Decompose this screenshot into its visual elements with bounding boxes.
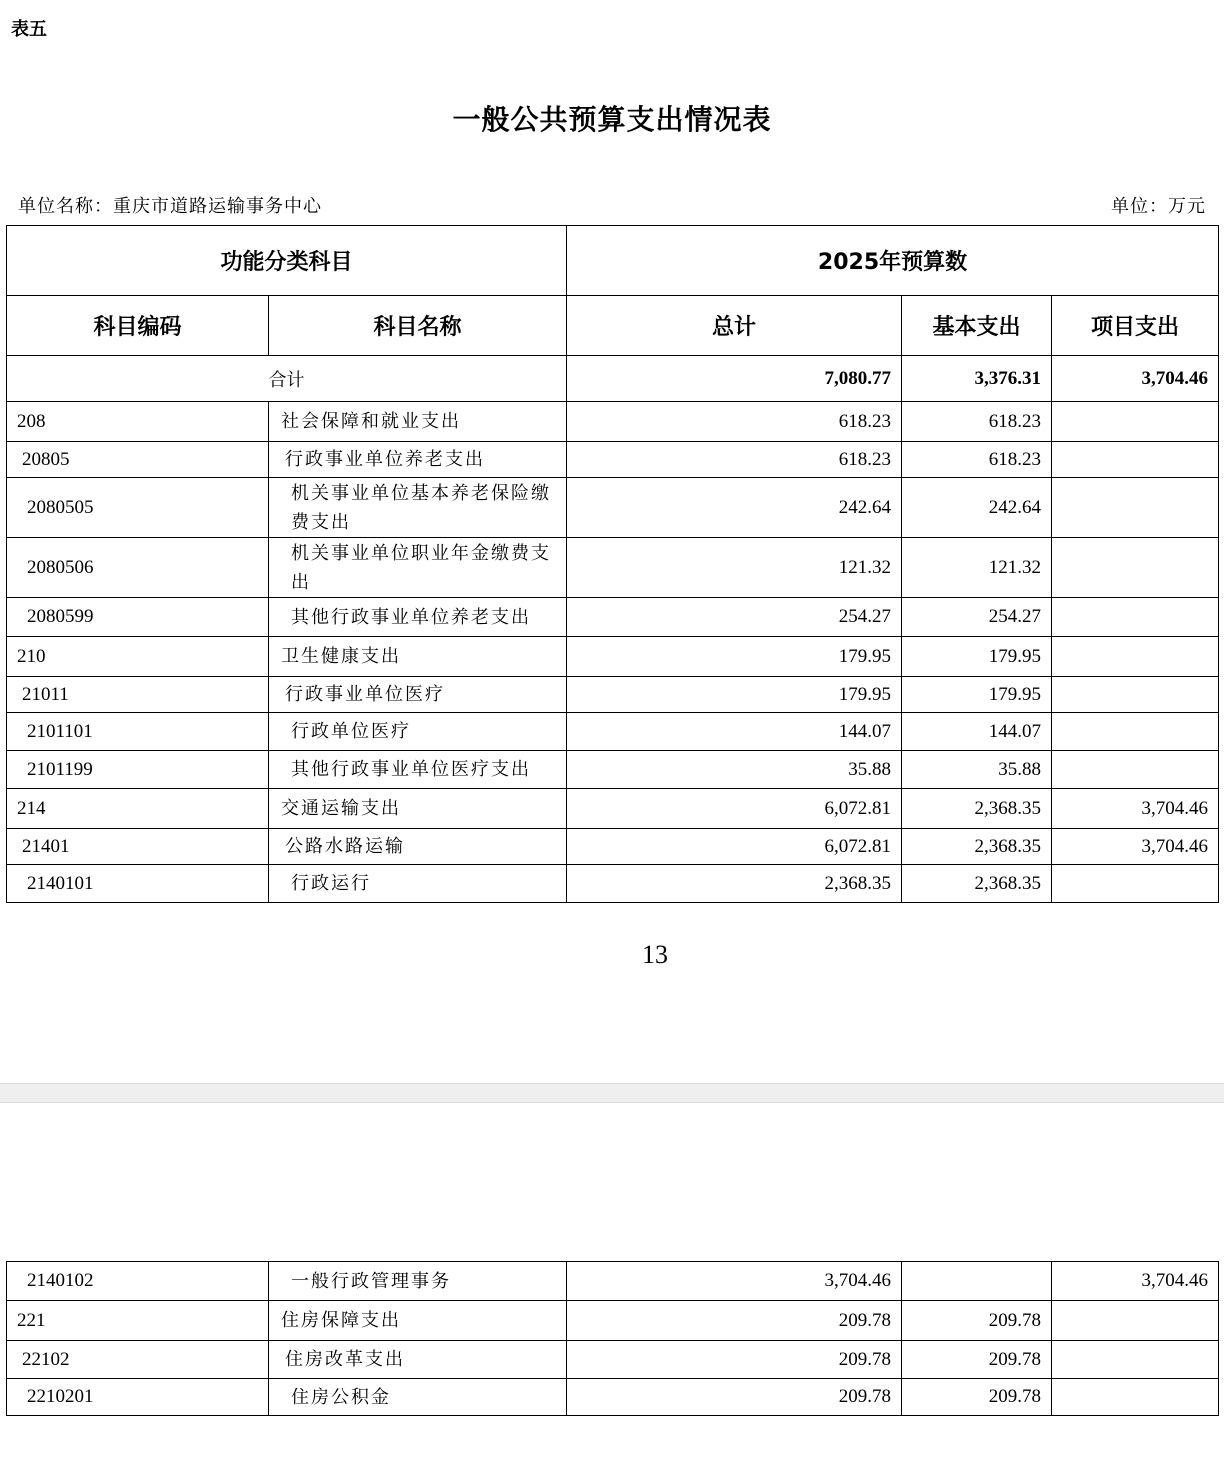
page-title: 一般公共预算支出情况表 [452,103,772,136]
project-cell [1052,751,1219,789]
page-separator [0,1083,1224,1103]
code-cell: 2140102 [7,1262,269,1301]
total-row [7,356,1219,402]
code-cell: 2101101 [7,713,269,751]
table-row [7,865,1219,903]
project-cell [1052,598,1219,637]
basic-cell: 209.78 [902,1341,1052,1379]
name-cell: 住房改革支出 [269,1341,567,1379]
code-cell: 2080599 [7,598,269,637]
basic-cell: 254.27 [902,598,1052,637]
project-cell: 3,704.46 [1052,829,1219,865]
basic-cell: 121.32 [902,538,1052,598]
code-cell: 2080506 [7,538,269,598]
name-cell: 行政事业单位医疗 [269,677,567,713]
total-cell: 144.07 [567,713,902,751]
basic-cell: 179.95 [902,677,1052,713]
total-cell: 209.78 [567,1301,902,1341]
code-cell: 214 [7,789,269,829]
total-cell: 209.78 [567,1379,902,1416]
table-row [7,1301,1219,1341]
basic-cell: 144.07 [902,713,1052,751]
project-cell [1052,713,1219,751]
table-row [7,442,1219,478]
project-cell [1052,637,1219,677]
table-row [7,598,1219,637]
table-row [7,538,1219,598]
budget-table-page2 [6,1261,1219,1416]
total-cell: 35.88 [567,751,902,789]
code-cell: 21401 [7,829,269,865]
project-cell: 3,704.46 [1052,1262,1219,1301]
total-cell: 209.78 [567,1341,902,1379]
code-cell: 2140101 [7,865,269,903]
basic-cell: 242.64 [902,478,1052,538]
basic-cell [902,1262,1052,1301]
code-cell: 2101199 [7,751,269,789]
total-cell: 179.95 [567,677,902,713]
total-cell: 121.32 [567,538,902,598]
page-number: 13 [642,940,668,969]
code-cell: 210 [7,637,269,677]
unit-label: 单位：万元 [1111,196,1206,217]
table-row [7,478,1219,538]
name-cell: 公路水路运输 [269,829,567,865]
basic-cell: 618.23 [902,402,1052,442]
code-cell: 21011 [7,677,269,713]
budget-table-page1 [6,225,1219,903]
name-cell: 卫生健康支出 [269,637,567,677]
project-cell [1052,538,1219,598]
name-cell: 行政单位医疗 [269,713,567,751]
basic-cell: 618.23 [902,442,1052,478]
basic-cell: 179.95 [902,637,1052,677]
table-row [7,1262,1219,1301]
basic-cell: 209.78 [902,1301,1052,1341]
table-row [7,751,1219,789]
page-label: 表五 [11,19,47,40]
table-row [7,829,1219,865]
project-cell [1052,677,1219,713]
header-budget-2025: 2025年预算数 [567,226,1219,296]
basic-cell: 209.78 [902,1379,1052,1416]
project-cell [1052,402,1219,442]
name-cell: 其他行政事业单位养老支出 [269,598,567,637]
code-cell: 221 [7,1301,269,1341]
project-cell [1052,478,1219,538]
total-cell: 3,704.46 [567,1262,902,1301]
code-cell: 22102 [7,1341,269,1379]
total-cell: 254.27 [567,598,902,637]
name-cell: 住房公积金 [269,1379,567,1416]
code-cell: 208 [7,402,269,442]
header-code: 科目编码 [7,296,269,356]
header-functional-category: 功能分类科目 [7,226,567,296]
header-name: 科目名称 [269,296,567,356]
basic-cell: 3,376.31 [902,356,1052,402]
project-cell: 3,704.46 [1052,789,1219,829]
name-cell: 交通运输支出 [269,789,567,829]
total-cell: 618.23 [567,442,902,478]
name-cell: 行政运行 [269,865,567,903]
total-cell: 2,368.35 [567,865,902,903]
total-cell: 6,072.81 [567,829,902,865]
total-label: 合计 [7,356,567,402]
table-row [7,1341,1219,1379]
total-cell: 7,080.77 [567,356,902,402]
header-project: 项目支出 [1052,296,1219,356]
total-cell: 242.64 [567,478,902,538]
code-cell: 20805 [7,442,269,478]
basic-cell: 35.88 [902,751,1052,789]
basic-cell: 2,368.35 [902,865,1052,903]
table-row [7,637,1219,677]
header-total: 总计 [567,296,902,356]
name-cell: 住房保障支出 [269,1301,567,1341]
name-cell: 行政事业单位养老支出 [269,442,567,478]
total-cell: 179.95 [567,637,902,677]
name-cell: 机关事业单位职业年金缴费支出 [269,538,567,598]
total-cell: 6,072.81 [567,789,902,829]
table-row [7,1379,1219,1416]
header-basic: 基本支出 [902,296,1052,356]
name-cell: 机关事业单位基本养老保险缴费支出 [269,478,567,538]
basic-cell: 2,368.35 [902,789,1052,829]
project-cell [1052,865,1219,903]
project-cell: 3,704.46 [1052,356,1219,402]
unit-name: 单位名称：重庆市道路运输事务中心 [18,196,322,217]
project-cell [1052,442,1219,478]
project-cell [1052,1301,1219,1341]
table-row [7,713,1219,751]
code-cell: 2080505 [7,478,269,538]
project-cell [1052,1341,1219,1379]
code-cell: 2210201 [7,1379,269,1416]
total-cell: 618.23 [567,402,902,442]
basic-cell: 2,368.35 [902,829,1052,865]
name-cell: 其他行政事业单位医疗支出 [269,751,567,789]
table-row [7,789,1219,829]
name-cell: 一般行政管理事务 [269,1262,567,1301]
project-cell [1052,1379,1219,1416]
table-row [7,402,1219,442]
table-row [7,677,1219,713]
name-cell: 社会保障和就业支出 [269,402,567,442]
